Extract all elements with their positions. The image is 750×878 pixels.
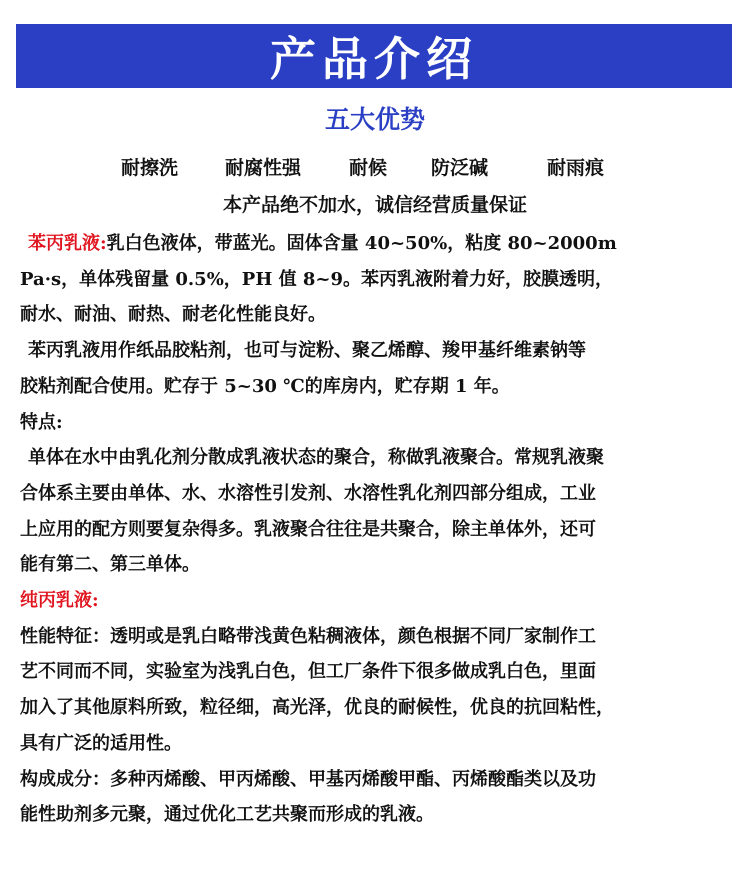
feat-line-2: 合体系主要由单体、水、水溶性引发剂、水溶性乳化剂四部分组成，工业 bbox=[20, 482, 596, 504]
sb-line-2: Pa·s，单体残留量 0.5%，PH 值 8~9。苯丙乳液附着力好，胶膜透明， bbox=[20, 268, 614, 290]
advantages-row bbox=[0, 153, 750, 179]
sb-label: 苯丙乳液: bbox=[28, 233, 107, 254]
comp-line-2: 能性助剂多元聚，通过优化工艺共聚而形成的乳液。 bbox=[20, 804, 434, 826]
subtitle: 五大优势 bbox=[324, 105, 425, 134]
perf-line-1: 性能特征：透明或是乳白略带浅黄色粘稠液体，颜色根据不同厂家制作工 bbox=[20, 625, 596, 647]
guarantee-line: 本产品绝不加水，诚信经营质量保证 bbox=[222, 194, 527, 216]
pure-label: 纯丙乳液: bbox=[20, 590, 99, 612]
perf-line-4: 具有广泛的适用性。 bbox=[20, 732, 182, 754]
content-body bbox=[20, 226, 736, 833]
advantage-item: 耐雨痕 bbox=[547, 157, 605, 179]
sb-line-3: 耐水、耐油、耐热、耐老化性能良好。 bbox=[20, 304, 326, 326]
advantage-item: 防泛碱 bbox=[431, 157, 489, 179]
sb-use-1: 苯丙乳液用作纸品胶粘剂，也可与淀粉、聚乙烯醇、羧甲基纤维素钠等 bbox=[28, 340, 586, 362]
sb-use-2: 胶粘剂配合使用。贮存于 5~30 ℃的库房内，贮存期 1 年。 bbox=[20, 375, 510, 397]
perf-line-2: 艺不同而不同，实验室为浅乳白色，但工厂条件下很多做成乳白色，里面 bbox=[20, 661, 596, 683]
sb-line-1 bbox=[20, 226, 736, 262]
perf-line-3: 加入了其他原料所致，粒径细，高光泽，优良的耐候性，优良的抗回粘性， bbox=[20, 697, 614, 719]
feat-line-4: 能有第二、第三单体。 bbox=[20, 554, 200, 576]
feat-line-3: 上应用的配方则要复杂得多。乳液聚合往往是共聚合，除主单体外，还可 bbox=[20, 518, 596, 540]
sb-desc: 乳白色液体，带蓝光。固体含量 40~50%，粘度 80~2000m bbox=[106, 233, 617, 254]
feat-line-1: 单体在水中由乳化剂分散成乳液状态的聚合，称做乳液聚合。常规乳液聚 bbox=[28, 447, 604, 469]
advantage-item: 耐腐性强 bbox=[225, 157, 302, 179]
advantage-item: 耐候 bbox=[349, 157, 388, 179]
advantage-item: 耐擦洗 bbox=[121, 157, 179, 179]
banner-title: 产品介绍 bbox=[16, 24, 732, 88]
features-label: 特点: bbox=[20, 411, 63, 433]
comp-line-1: 构成成分：多种丙烯酸、甲丙烯酸、甲基丙烯酸甲酯、丙烯酸酯类以及功 bbox=[20, 768, 596, 790]
